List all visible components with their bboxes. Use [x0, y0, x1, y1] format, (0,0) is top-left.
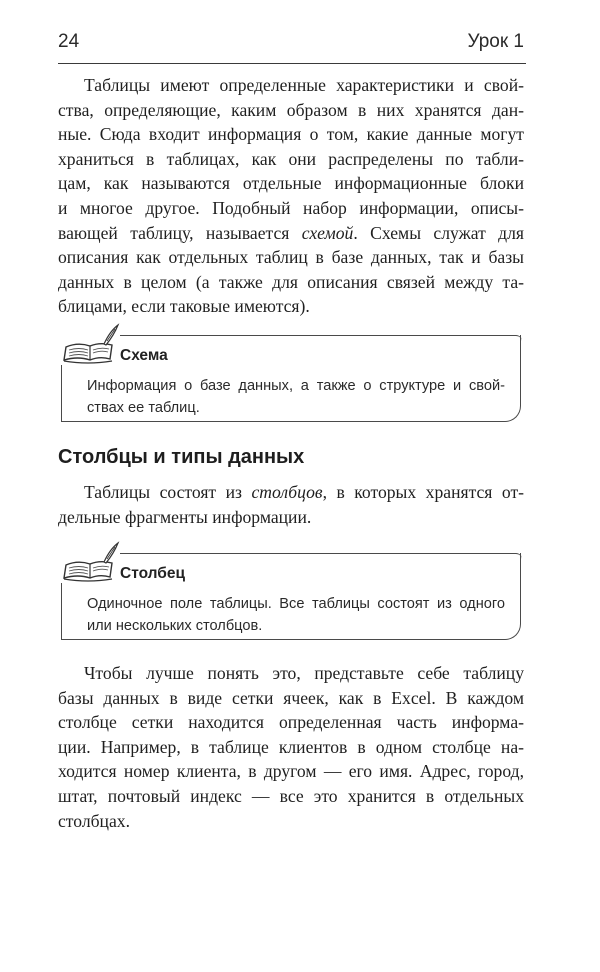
text-line: ствах ее таблиц. [87, 400, 200, 416]
text-line [58, 221, 524, 246]
page-header [58, 29, 526, 64]
text-fragment: вающей таблицу, называется [58, 222, 302, 243]
text-line: данных в целом (а также для описания связей между та- [58, 271, 524, 292]
text-line: Информация о базе данных, а также о структуре и свой- [87, 378, 505, 394]
text-line: базы данных в виде сетки ячеек, как в Excel. В каждом [58, 687, 524, 708]
text-fragment: , в которых хранятся от- [322, 482, 524, 502]
box-top-border [110, 335, 522, 344]
text-line [58, 480, 524, 505]
paragraph-schema-intro [58, 73, 524, 319]
text-line: столбцах. [58, 810, 130, 831]
term-schema: схемой [301, 222, 354, 243]
term-columns: столбцов [251, 482, 323, 502]
text-line: цам, как называются отдельные информационные блоки [58, 173, 524, 194]
paragraph-grid-example [58, 661, 524, 833]
box-top-border [110, 553, 522, 562]
definition-text [87, 593, 505, 637]
section-heading: Столбцы и типы данных [58, 446, 305, 468]
text-line: штат, почтовый индекс — все это хранится в отдельных [58, 785, 524, 806]
text-line: описания как отдельных таблиц в базе данных, так и базы [58, 247, 524, 268]
text-line: ции. Например, в таблице клиентов в одном столбце на- [58, 736, 524, 757]
text-line: Чтобы лучше понять это, представьте себе таблицу [84, 663, 524, 683]
text-line: или нескольких столбцов. [87, 618, 263, 634]
text-line: и многое другое. Подобный набор информации, описы- [58, 197, 524, 218]
text-line: ные. Сюда входит информация о том, какие данные могут [58, 124, 524, 145]
text-line: столбце сетки находится определенная часть информа- [58, 712, 524, 733]
definition-title: Схема [120, 347, 168, 364]
book-quill-icon [60, 541, 120, 583]
paragraph-columns-intro [58, 480, 524, 529]
book-quill-icon [60, 323, 120, 365]
text-line: ства, определяющие, каким образом в них хранятся дан- [58, 99, 524, 120]
text-line: Таблицы имеют определенные характеристики и свой- [84, 75, 524, 95]
page-number: 24 [58, 31, 80, 52]
text-line: Одиночное поле таблицы. Все таблицы состоят из одного [87, 596, 505, 612]
definition-text [87, 375, 505, 419]
definition-box-schema [61, 335, 521, 422]
definition-box-column [61, 553, 521, 640]
text-line: храниться в таблицах, как они распределены по табли- [58, 148, 524, 169]
text-fragment: Таблицы состоят из [84, 482, 252, 502]
text-line: дельные фрагменты информации. [58, 506, 312, 527]
text-line: ходится номер клиента, в другом — его имя. Адрес, город, [58, 761, 524, 782]
definition-title: Столбец [120, 565, 186, 582]
lesson-label: Урок 1 [467, 31, 524, 52]
text-line: блицами, если таковые имеются). [58, 296, 310, 317]
text-fragment: . Схемы служат для [353, 222, 524, 243]
